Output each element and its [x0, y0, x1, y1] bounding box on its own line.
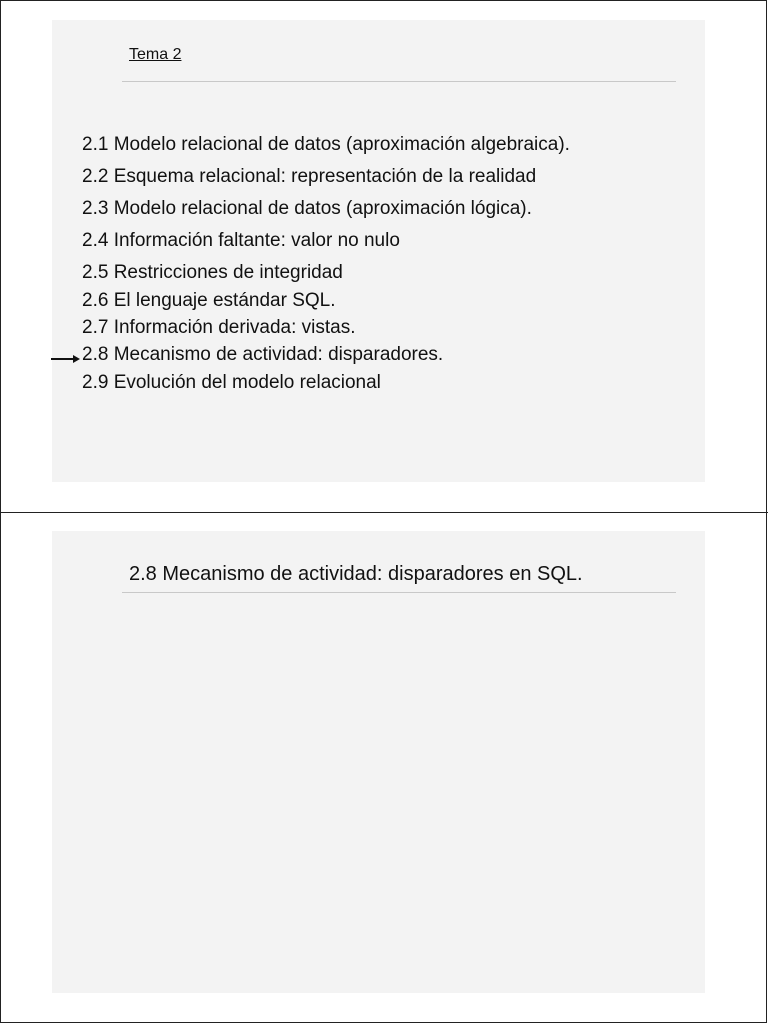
topic-item: 2.5 Restricciones de integridad — [82, 262, 343, 283]
topic-item: 2.7 Información derivada: vistas. — [82, 317, 356, 338]
topic-item: 2.2 Esquema relacional: representación de la realidad — [82, 166, 537, 187]
title-rule — [122, 592, 676, 593]
right-arrow-icon — [51, 354, 81, 364]
topic-item: 2.9 Evolución del modelo relacional — [82, 372, 381, 393]
slide-title: Tema 2 — [129, 46, 182, 63]
topic-item: 2.3 Modelo relacional de datos (aproximación lógica). — [82, 198, 532, 219]
page-divider — [0, 512, 768, 513]
topic-item-current — [82, 344, 443, 366]
slide-section-detail — [52, 531, 705, 993]
topic-item: 2.1 Modelo relacional de datos (aproximación algebraica). — [82, 134, 570, 155]
slide-title: 2.8 Mecanismo de actividad: disparadores en SQL. — [129, 563, 583, 585]
topic-item: 2.4 Información faltante: valor no nulo — [82, 230, 400, 251]
topic-item: 2.6 El lenguaje estándar SQL. — [82, 290, 336, 311]
topic-item-label: 2.8 Mecanismo de actividad: disparadores. — [82, 344, 444, 365]
title-rule — [122, 81, 676, 82]
slide-overview — [52, 20, 705, 482]
